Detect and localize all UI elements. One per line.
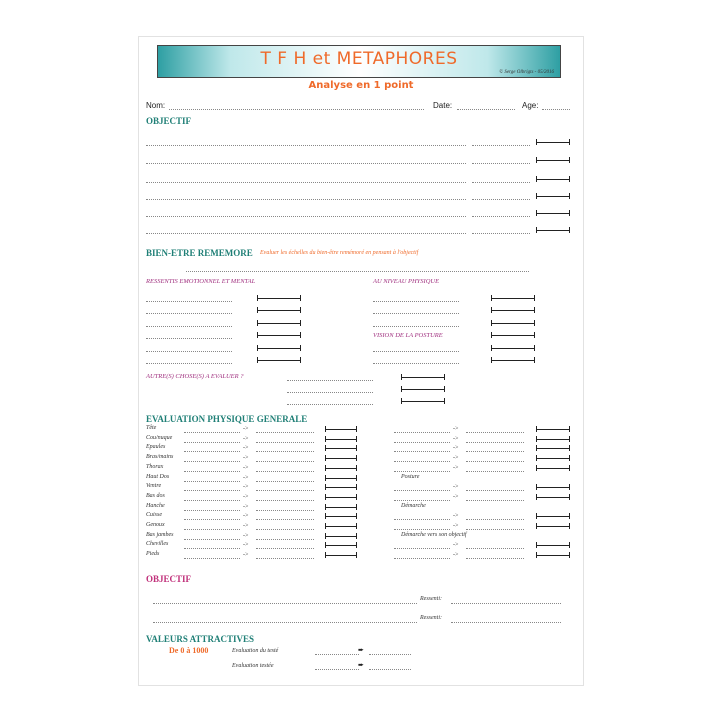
age-field[interactable] bbox=[542, 109, 570, 110]
eval-after-field[interactable] bbox=[466, 529, 524, 530]
scale[interactable] bbox=[536, 545, 570, 546]
eval-before-field[interactable] bbox=[184, 500, 240, 501]
arrow-text: -> bbox=[243, 465, 249, 471]
eval-before-field[interactable] bbox=[394, 558, 450, 559]
scale[interactable] bbox=[536, 439, 570, 440]
objectif-line[interactable] bbox=[472, 199, 530, 200]
objectif-line[interactable] bbox=[472, 216, 530, 217]
form-page bbox=[138, 36, 584, 686]
scale[interactable] bbox=[325, 468, 357, 469]
scale[interactable] bbox=[536, 196, 570, 197]
eval-teste-label: Evaluation du testé bbox=[232, 648, 279, 654]
eval-after-field[interactable] bbox=[466, 451, 524, 452]
valeurs-range: De 0 à 1000 bbox=[169, 646, 209, 655]
arrow-text: -> bbox=[453, 484, 459, 490]
arrow-text: -> bbox=[243, 455, 249, 461]
arrow-icon: ➨ bbox=[358, 661, 364, 669]
eval-before-field[interactable] bbox=[394, 529, 450, 530]
scale[interactable] bbox=[325, 516, 357, 517]
eval-testee-label: Evaluation testée bbox=[232, 663, 274, 669]
body-part-label: Cou/nuque bbox=[146, 435, 173, 441]
eval-after-field[interactable] bbox=[256, 548, 314, 549]
posture-label: VISION DE LA POSTURE bbox=[373, 332, 443, 339]
scale[interactable] bbox=[536, 429, 570, 430]
body-part-label: Thorax bbox=[146, 464, 164, 470]
arrow-text: -> bbox=[453, 542, 459, 548]
scale[interactable] bbox=[536, 213, 570, 214]
eval-after-field[interactable] bbox=[256, 519, 314, 520]
eval-before-field[interactable] bbox=[394, 451, 450, 452]
body-part-label: Haut Dos bbox=[146, 474, 170, 480]
arrow-text: -> bbox=[453, 455, 459, 461]
eval-after-field[interactable] bbox=[466, 471, 524, 472]
scale[interactable] bbox=[536, 468, 570, 469]
body-part-label: Pieds bbox=[146, 551, 160, 557]
eval-after-field[interactable] bbox=[256, 510, 314, 511]
eval-after-field[interactable] bbox=[256, 529, 314, 530]
title-banner bbox=[157, 45, 561, 78]
eval-before-field[interactable] bbox=[394, 548, 450, 549]
valeurs-heading: VALEURS ATTRACTIVES bbox=[146, 634, 254, 644]
eval-after-field[interactable] bbox=[256, 558, 314, 559]
arrow-text: -> bbox=[243, 513, 249, 519]
eval-before-field[interactable] bbox=[184, 461, 240, 462]
scale[interactable] bbox=[491, 348, 535, 349]
body-part-label: Cuisse bbox=[146, 512, 163, 518]
eval-after-field[interactable] bbox=[466, 548, 524, 549]
scale[interactable] bbox=[257, 298, 301, 299]
eval-before-field[interactable] bbox=[184, 558, 240, 559]
posture-field[interactable] bbox=[373, 363, 459, 364]
objectif-heading: OBJECTIF bbox=[146, 116, 192, 126]
arrow-text: -> bbox=[453, 523, 459, 529]
eval-after-field[interactable] bbox=[466, 490, 524, 491]
eval-after-field[interactable] bbox=[466, 432, 524, 433]
arrow-text: -> bbox=[453, 552, 459, 558]
scale[interactable] bbox=[325, 439, 357, 440]
body-part-label: Genoux bbox=[146, 522, 165, 528]
eval-before-field[interactable] bbox=[184, 510, 240, 511]
scale[interactable] bbox=[325, 555, 357, 556]
eval-after-field[interactable] bbox=[466, 500, 524, 501]
autre-field[interactable] bbox=[287, 392, 373, 393]
eval-after-field[interactable] bbox=[256, 451, 314, 452]
arrow-text: -> bbox=[453, 445, 459, 451]
eval-after-field[interactable] bbox=[256, 490, 314, 491]
scale[interactable] bbox=[325, 545, 357, 546]
body-part-label: Bas jambes bbox=[146, 532, 174, 538]
eval-after-field[interactable] bbox=[466, 558, 524, 559]
ressenti-field[interactable] bbox=[146, 326, 232, 327]
ressenti-field[interactable] bbox=[146, 313, 232, 314]
objectif-line[interactable] bbox=[146, 145, 466, 146]
ressenti-line[interactable] bbox=[451, 603, 561, 604]
form-title: T F H et METAPHORES bbox=[260, 49, 458, 69]
right-section-label: Démarche vers son objectif bbox=[401, 532, 467, 538]
ressenti-label: Ressenti: bbox=[420, 615, 442, 621]
scale[interactable] bbox=[491, 310, 535, 311]
objectif2-heading: OBJECTIF bbox=[146, 574, 192, 584]
objectif-line[interactable] bbox=[472, 182, 530, 183]
objectif-line[interactable] bbox=[472, 145, 530, 146]
arrow-icon: ➨ bbox=[358, 646, 364, 654]
eval-before-field[interactable] bbox=[184, 471, 240, 472]
arrow-text: -> bbox=[453, 513, 459, 519]
ressenti-field[interactable] bbox=[146, 351, 232, 352]
autre-field[interactable] bbox=[287, 404, 373, 405]
scale[interactable] bbox=[257, 310, 301, 311]
eval-before-field[interactable] bbox=[394, 461, 450, 462]
scale[interactable] bbox=[536, 230, 570, 231]
eval-before-field[interactable] bbox=[184, 490, 240, 491]
evaluation-heading: EVALUATION PHYSIQUE GENERALE bbox=[146, 414, 308, 424]
scale[interactable] bbox=[257, 348, 301, 349]
eval-before-field[interactable] bbox=[184, 519, 240, 520]
right-section-label: Démarche bbox=[401, 503, 426, 509]
scale[interactable] bbox=[401, 377, 445, 378]
nom-field[interactable] bbox=[169, 109, 424, 110]
body-part-label: Ventre bbox=[146, 483, 162, 489]
objectif-line[interactable] bbox=[146, 216, 466, 217]
arrow-text: -> bbox=[243, 494, 249, 500]
scale[interactable] bbox=[536, 142, 570, 143]
date-label: Date: bbox=[433, 101, 453, 110]
arrow-text: -> bbox=[243, 552, 249, 558]
arrow-text: -> bbox=[243, 542, 249, 548]
scale[interactable] bbox=[491, 335, 535, 336]
body-part-label: Bras/mains bbox=[146, 454, 174, 460]
scale[interactable] bbox=[325, 478, 357, 479]
physique-label: AU NIVEAU PHYSIQUE bbox=[373, 278, 440, 285]
valeur-field[interactable] bbox=[315, 669, 359, 670]
physique-field[interactable] bbox=[373, 301, 459, 302]
eval-before-field[interactable] bbox=[184, 442, 240, 443]
body-part-label: Hanche bbox=[146, 503, 165, 509]
arrow-text: -> bbox=[243, 426, 249, 432]
body-part-label: Epaules bbox=[146, 444, 166, 450]
eval-before-field[interactable] bbox=[394, 432, 450, 433]
body-part-label: Tête bbox=[146, 425, 157, 431]
objectif-line[interactable] bbox=[146, 182, 466, 183]
scale[interactable] bbox=[491, 360, 535, 361]
valeur-field[interactable] bbox=[315, 654, 359, 655]
autres-label: AUTRE(S) CHOSE(S) A EVALUER ? bbox=[146, 373, 244, 380]
scale[interactable] bbox=[536, 497, 570, 498]
scale[interactable] bbox=[325, 458, 357, 459]
scale[interactable] bbox=[491, 298, 535, 299]
objectif-line[interactable] bbox=[146, 199, 466, 200]
eval-before-field[interactable] bbox=[394, 519, 450, 520]
eval-before-field[interactable] bbox=[184, 432, 240, 433]
ressenti-field[interactable] bbox=[146, 338, 232, 339]
eval-after-field[interactable] bbox=[466, 461, 524, 462]
bien-etre-instruction: Evaluer les échelles du bien-être remémoré en pensant à l'objectif bbox=[260, 250, 419, 256]
eval-before-field[interactable] bbox=[184, 548, 240, 549]
age-label: Age: bbox=[522, 101, 539, 110]
scale[interactable] bbox=[257, 335, 301, 336]
scale[interactable] bbox=[325, 448, 357, 449]
autre-field[interactable] bbox=[287, 380, 373, 381]
copyright: © Serge Olbrigts - 05/2016 bbox=[499, 70, 554, 75]
arrow-text: -> bbox=[243, 504, 249, 510]
scale[interactable] bbox=[325, 507, 357, 508]
scale[interactable] bbox=[491, 323, 535, 324]
eval-before-field[interactable] bbox=[394, 442, 450, 443]
body-part-label: Bas dos bbox=[146, 493, 165, 499]
scale[interactable] bbox=[325, 497, 357, 498]
scale[interactable] bbox=[536, 160, 570, 161]
valeur-field[interactable] bbox=[369, 654, 411, 655]
eval-before-field[interactable] bbox=[184, 481, 240, 482]
scale[interactable] bbox=[325, 487, 357, 488]
eval-before-field[interactable] bbox=[394, 500, 450, 501]
eval-before-field[interactable] bbox=[394, 490, 450, 491]
scale[interactable] bbox=[257, 360, 301, 361]
body-part-label: Chevilles bbox=[146, 541, 169, 547]
scale[interactable] bbox=[536, 555, 570, 556]
scale[interactable] bbox=[401, 401, 445, 402]
eval-after-field[interactable] bbox=[256, 432, 314, 433]
scale[interactable] bbox=[536, 526, 570, 527]
ressenti-label: Ressenti: bbox=[420, 596, 442, 602]
bien-etre-line[interactable] bbox=[186, 271, 529, 272]
eval-after-field[interactable] bbox=[256, 442, 314, 443]
scale[interactable] bbox=[536, 516, 570, 517]
scale[interactable] bbox=[536, 179, 570, 180]
arrow-text: -> bbox=[453, 426, 459, 432]
eval-after-field[interactable] bbox=[256, 500, 314, 501]
eval-after-field[interactable] bbox=[256, 539, 314, 540]
objectif-line[interactable] bbox=[472, 163, 530, 164]
arrow-text: -> bbox=[243, 436, 249, 442]
eval-after-field[interactable] bbox=[466, 442, 524, 443]
bien-etre-heading: BIEN-ETRE REMEMORE bbox=[146, 248, 253, 258]
arrow-text: -> bbox=[243, 523, 249, 529]
ressenti-line[interactable] bbox=[451, 622, 561, 623]
date-field[interactable] bbox=[457, 109, 515, 110]
arrow-text: -> bbox=[453, 465, 459, 471]
objectif2-line[interactable] bbox=[153, 622, 417, 623]
eval-before-field[interactable] bbox=[394, 471, 450, 472]
eval-after-field[interactable] bbox=[256, 481, 314, 482]
arrow-text: -> bbox=[453, 436, 459, 442]
scale[interactable] bbox=[536, 448, 570, 449]
scale[interactable] bbox=[325, 429, 357, 430]
arrow-text: -> bbox=[243, 445, 249, 451]
scale[interactable] bbox=[325, 526, 357, 527]
scale[interactable] bbox=[536, 458, 570, 459]
eval-before-field[interactable] bbox=[184, 451, 240, 452]
eval-after-field[interactable] bbox=[256, 471, 314, 472]
eval-after-field[interactable] bbox=[256, 461, 314, 462]
eval-after-field[interactable] bbox=[466, 519, 524, 520]
eval-before-field[interactable] bbox=[184, 539, 240, 540]
scale[interactable] bbox=[401, 389, 445, 390]
arrow-text: -> bbox=[453, 494, 459, 500]
objectif-line[interactable] bbox=[472, 233, 530, 234]
form-subtitle: Analyse en 1 point bbox=[308, 80, 414, 91]
ressenti-field[interactable] bbox=[146, 363, 232, 364]
scale[interactable] bbox=[536, 487, 570, 488]
objectif-line[interactable] bbox=[146, 163, 466, 164]
objectif2-line[interactable] bbox=[153, 603, 417, 604]
arrow-text: -> bbox=[243, 484, 249, 490]
posture-field[interactable] bbox=[373, 351, 459, 352]
nom-label: Nom: bbox=[146, 101, 166, 110]
physique-field[interactable] bbox=[373, 326, 459, 327]
eval-before-field[interactable] bbox=[184, 529, 240, 530]
arrow-text: -> bbox=[243, 475, 249, 481]
physique-field[interactable] bbox=[373, 313, 459, 314]
arrow-text: -> bbox=[243, 533, 249, 539]
ressentis-label: RESSENTIS EMOTIONNEL ET MENTAL bbox=[146, 278, 256, 285]
valeur-field[interactable] bbox=[369, 669, 411, 670]
scale[interactable] bbox=[325, 536, 357, 537]
scale[interactable] bbox=[257, 323, 301, 324]
ressenti-field[interactable] bbox=[146, 301, 232, 302]
right-section-label: Posture bbox=[401, 474, 420, 480]
objectif-line[interactable] bbox=[146, 233, 466, 234]
